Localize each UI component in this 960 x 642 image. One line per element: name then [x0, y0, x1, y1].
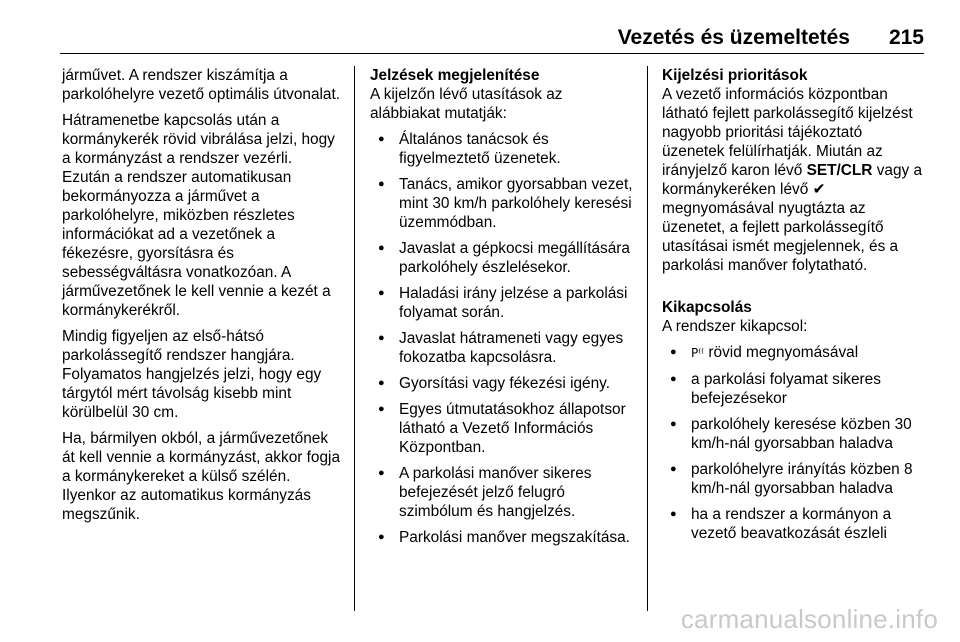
list-item: ● a parkolási folyamat sikeres befejezésekor [662, 370, 924, 408]
list-item: ● Javaslat hátrameneti vagy egyes fokozatba kapcsolásra. [370, 329, 635, 367]
paragraph: Mindig figyeljen az első-hátsó parkolássegítő rendszer hangjára. Folyamatos hangjelzés jelzi, hogy egy tárgytól mért távolság kisebb mint körülbelül 30 cm. [62, 328, 322, 421]
paragraph: járművet. A rendszer kiszámítja a parkolóhelyre vezető optimális útvonalat. [62, 67, 341, 103]
column-divider [354, 66, 355, 611]
section-heading-priority: Kijelzési prioritások [662, 67, 808, 84]
header-rule [60, 53, 924, 54]
list-item: ● P⁽⁽ rövid megnyomásával [662, 343, 924, 363]
paragraph: Ha, bármilyen okból, a járművezetőnek át kell vennie a kormányzást, akkor fogja a kormánykereket a külső szélén. Ilyenkor az automatikus kormányzás megszűnik. [62, 430, 341, 523]
list-item: ● Gyorsítási vagy fékezési igény. [370, 374, 635, 393]
bullet-list [370, 130, 635, 547]
checkmark-icon: ✔ [812, 181, 826, 198]
column-2 [370, 66, 635, 554]
list-item: ● Javaslat a gépkocsi megállítására parkolóhely észlelésekor. [370, 239, 635, 277]
spacer [662, 282, 924, 298]
section-intro: A kijelzőn lévő utasítások az alábbiakat mutatják: [370, 86, 563, 122]
list-item: ● Általános tanácsok és figyelmeztető üzenetek. [370, 130, 635, 168]
setclr-key-label: SET/CLR [806, 162, 873, 179]
watermark: carmanualsonline.info [680, 604, 938, 634]
page-header [60, 26, 924, 50]
list-item: ● A parkolási manőver sikeres befejezését jelző felugró szimbólum és hangjelzés. [370, 464, 635, 521]
list-item: ● ha a rendszer a kormányon a vezető beavatkozását észleli [662, 505, 924, 543]
list-item: ● Parkolási manőver megszakítása. [370, 528, 635, 547]
list-item: ● Haladási irány jelzése a parkolási folyamat során. [370, 284, 635, 322]
section-intro: A rendszer kikapcsol: [662, 318, 808, 335]
section-heading-off: Kikapcsolás [662, 299, 752, 316]
list-item: ● Egyes útmutatásokhoz állapotsor látható a Vezető Információs Központban. [370, 400, 635, 457]
parking-sensor-icon: P⁽⁽ [691, 346, 705, 360]
list-item: ● parkolóhely keresése közben 30 km/h-nál gyorsabban haladva [662, 415, 924, 453]
section-heading-display: Jelzések megjelenítése [370, 67, 540, 84]
paragraph: A vezető információs központban látható fejlett parkolássegítő kijelzést nagyobb prioritási tájékoztató üzenetek felülírhatják. Miután az irányjelző karon lévő SET/CLR vagy a kormánykeréken lévő ✔ megnyomásával nyugtázta az üzenetet, a fejlett parkolássegítő utasításai ismét megjelennek, és a parkolási manőver folytatható. [662, 86, 923, 274]
column-1 [62, 66, 344, 531]
page-number: 215 [888, 26, 924, 49]
list-item: ● parkolóhelyre irányítás közben 8 km/h-nál gyorsabban haladva [662, 460, 924, 498]
list-item: ● Tanács, amikor gyorsabban vezet, mint 30 km/h parkolóhely keresési üzemmódban. [370, 175, 635, 232]
column-3 [662, 66, 924, 550]
header-title: Vezetés és üzemeltetés [617, 26, 850, 49]
column-divider [647, 66, 648, 611]
bullet-list [662, 343, 924, 543]
paragraph: Hátramenetbe kapcsolás után a kormánykerék rövid vibrálása jelzi, hogy a kormányzást a rendszer vezérli. Ezután a rendszer automatikusan bekormányozza a járművet a parkolóhelyre, miközben részletes információkat ad a vezetőnek a fékezésre, gyorsításra és sebességváltásra vonatkozóan. A járművezetőnek le kell vennie a kezét a kormánykerékről. [62, 112, 335, 319]
